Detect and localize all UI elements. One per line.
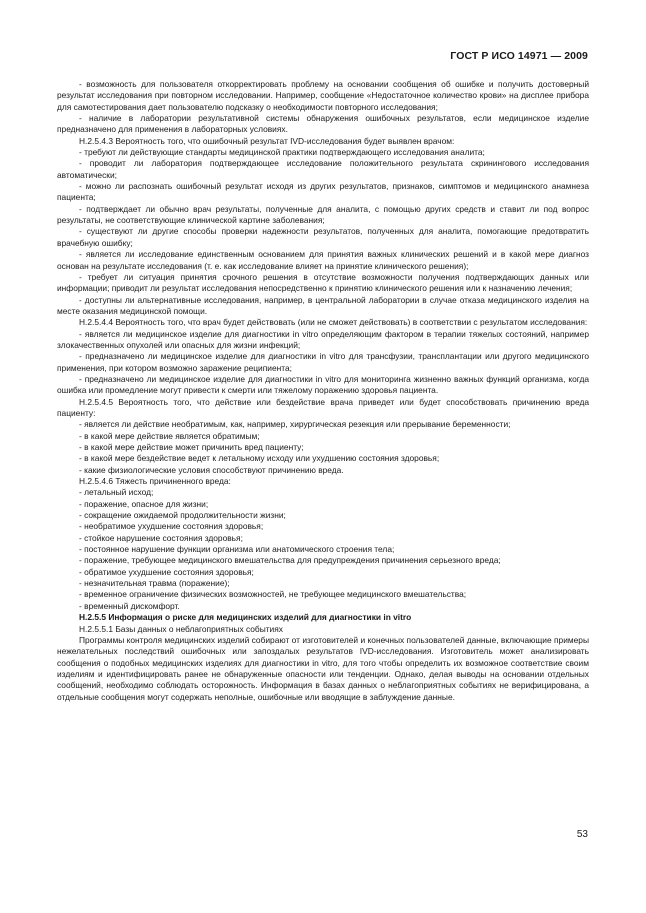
paragraph: Н.2.5.4.4 Вероятность того, что врач будет действовать (или не сможет действовать) в соответствии с результатом исследования: xyxy=(79,317,588,328)
paragraph: - в какой мере действие может причинить вред пациенту; xyxy=(79,442,304,452)
paragraph: - наличие в лаборатории результативной системы обнаружения ошибочных результатов, если медицинское изделие предназначено для применения в лабораторных условиях. xyxy=(57,113,589,135)
document-body xyxy=(57,79,589,703)
paragraph: - доступны ли альтернативные исследования, например, в центральной лаборатории в случае отказа медицинского изделия на месте оказания медицинской помощи. xyxy=(57,294,589,316)
paragraph: - необратимое ухудшение состояния здоровья; xyxy=(79,521,264,532)
paragraph: - поражение, опасное для жизни; xyxy=(79,498,209,509)
paragraph: - стойкое нарушение состояния здоровья; xyxy=(79,532,243,543)
paragraph: - обратимое ухудшение состояния здоровья; xyxy=(79,566,254,577)
paragraph: - летальный исход; xyxy=(79,487,154,498)
paragraph: - подтверждает ли обычно врач результаты, полученные для аналита, с помощью других средств и ставит ли под вопрос результаты, не соответствующие клинической картине заболевания; xyxy=(57,203,589,226)
paragraph: Н.2.5.4.3 Вероятность того, что ошибочный результат IVD-исследования будет выявлен врачом: xyxy=(79,135,455,146)
document-header: ГОСТ Р ИСО 14971 — 2009 xyxy=(450,50,588,62)
paragraph: - поражение, требующее медицинского вмешательства для предупреждения причинения серьезного вреда; xyxy=(79,555,501,566)
paragraph: - в какой мере бездействие ведет к летальному исходу или ухудшению состояния здоровья; xyxy=(79,453,440,464)
paragraph: - можно ли распознать ошибочный результат исходя из других результатов, признаков, симптомов и медицинского анамнеза пациента; xyxy=(57,181,589,203)
paragraph: - существуют ли другие способы проверки надежности результатов, полученных для аналита, помогающие предотвратить врачебную ошибку; xyxy=(57,226,589,248)
paragraph: - требует ли ситуация принятия срочного решения в отсутствие возможности получения подтверждающих данных или информации; приводит ли результат исследования непосредственно к принятию клинического решения или к назначению лечения; xyxy=(57,271,589,294)
subsection-heading: Н.2.5.5.1 Базы данных о неблагоприятных событиях xyxy=(79,623,283,634)
section-heading: Н.2.5.5 Информация о риске для медицинских изделий для диагностики in vitro xyxy=(79,612,412,623)
paragraph: - постоянное нарушение функции организма или анатомического строения тела; xyxy=(79,544,395,555)
paragraph: - сокращение ожидаемой продолжительности жизни; xyxy=(79,510,286,521)
paragraph: - предназначено ли медицинское изделие для диагностики in vitro для мониторинга жизненно важных функций организма, когда ошибка или промедление могут привести к смерти или тяжелому поражению здоровья пациента. xyxy=(57,373,589,396)
paragraph: - незначительная травма (поражение); xyxy=(79,578,230,589)
paragraph: - проводит ли лаборатория подтверждающее исследование положительного результата скринингового исследования автоматически; xyxy=(57,158,589,180)
paragraph: - является ли исследование единственным основанием для принятия важных клинических решений и в какой мере диагноз основан на результате исследования (т. е. как исследование влияет на принятие клинического решения); xyxy=(57,249,589,271)
paragraph: - временное ограничение физических возможностей, не требующее медицинского вмешательства; xyxy=(79,589,467,600)
paragraph: - временный дискомфорт. xyxy=(79,600,180,611)
paragraph: Н.2.5.4.5 Вероятность того, что действие или бездействие врача приведет или будет способствовать причинению вреда пациенту: xyxy=(57,396,589,418)
page-number: 53 xyxy=(576,829,588,840)
paragraph: - предназначено ли медицинское изделие для диагностики in vitro для трансфузии, трансплантации или другого медицинского применения, при котором возможно заражение реципиента; xyxy=(57,351,589,373)
paragraph: - является ли действие необратимым, как, например, хирургическая резекция или прерывание беременности; xyxy=(79,419,511,430)
paragraph: Н.2.5.4.6 Тяжесть причиненного вреда: xyxy=(79,476,231,487)
paragraph: - в какой мере действие является обратимым; xyxy=(79,430,260,441)
paragraph: - является ли медицинское изделие для диагностики in vitro определяющим фактором в терапии тяжелых состояний, например злокачественных опухолей или опасных для жизни инфекций; xyxy=(57,328,589,350)
paragraph: - какие физиологические условия способствуют причинению вреда. xyxy=(79,464,344,475)
paragraph: - требуют ли действующие стандарты медицинской практики подтверждающего исследования аналита; xyxy=(79,147,485,158)
paragraph: - возможность для пользователя откорректировать проблему на основании сообщения об ошибке и получить достоверный результат исследования при повторном исследовании. Например, сообщение «Недостаточное количество крови» на дисплее прибора для самотестирования дает пользователю подсказку о необходимости повторного исследования; xyxy=(57,79,589,112)
paragraph: Программы контроля медицинских изделий собирают от изготовителей и конечных пользователей данные, включающие примеры нежелательных последствий ошибочных или запоздалых результатов IVD-исследования. Изготовитель может анализировать сообщения о подобных медицинских изделиях для диагностики in vitro, для того чтобы определить их возможное соответствие своим изделиям и идентифицировать ранее не обнаруженные опасности или тенденции. Однако, делая выводы на основании отдельных сообщений, необходимо соблюдать осторожность. Информация в базах данных о неблагоприятных событиях не верифицирована, а отдельные сообщения могут содержать неполные, ошибочные или вводящие в заблуждение данные. xyxy=(57,634,589,702)
